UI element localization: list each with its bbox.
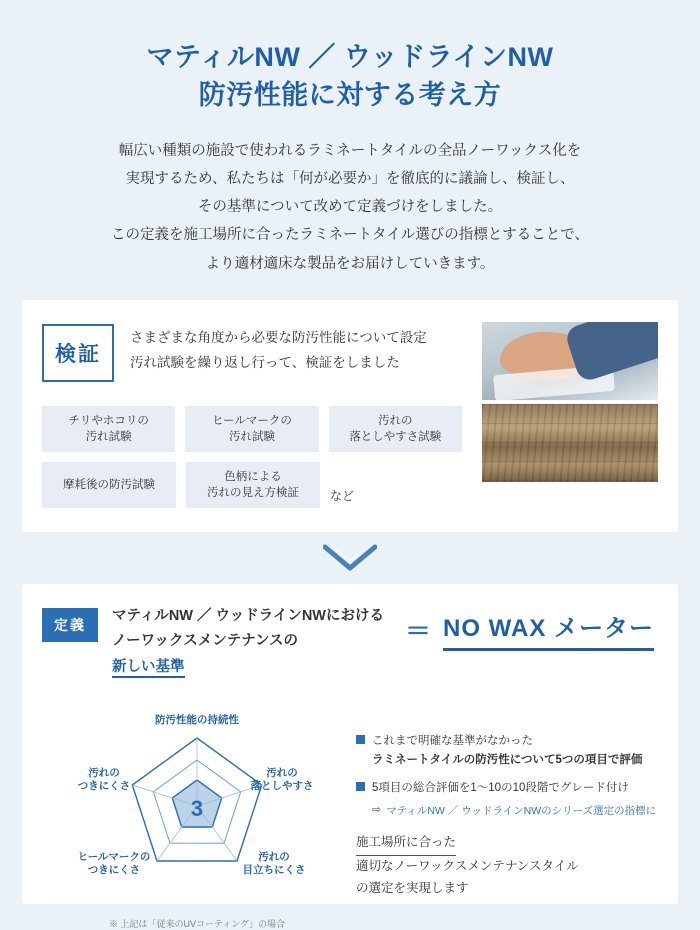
conclusion-line-3: の選定を実現します xyxy=(356,881,469,896)
bullet-square-icon-2 xyxy=(356,782,365,791)
section-divider-arrow xyxy=(22,532,678,584)
chip-color-pattern-test-line2: 汚れの見え方検証 xyxy=(207,486,299,499)
chip-removability-test xyxy=(329,406,462,452)
verification-description-line2: 汚れ試験を繰り返し行って、検証をしました xyxy=(130,354,400,370)
bullet-item-1-bold: ラミネートタイルの防汚性について5つの項目で評価 xyxy=(372,753,643,766)
lead-line-4: この定義を施工場所に合ったラミネートタイル選びの指標とすることで、 xyxy=(111,227,589,244)
definition-title-line2-plain: ノーワックスメンテナンスの xyxy=(112,633,299,650)
lead-line-3: その基準について改めて定義づけをしました。 xyxy=(197,199,503,216)
chip-removability-test-line1: 汚れの xyxy=(378,414,413,427)
radar-note: ※ 上記は「従来のUVコーティング」の場合 xyxy=(108,919,286,930)
bullet-item-2-text: 5項目の総合評価を1〜10の10段階でグレード付け xyxy=(372,781,629,794)
chip-row-2 xyxy=(42,462,462,508)
chip-dust-test xyxy=(42,406,175,452)
nowax-meter-heading xyxy=(405,608,654,651)
nowax-meter-label: NO WAX メーター xyxy=(443,608,654,651)
chip-heelmark-test xyxy=(185,406,318,452)
definition-bullets xyxy=(352,698,658,928)
equals-sign: ＝ xyxy=(404,615,431,646)
bullet-square-icon xyxy=(356,735,365,744)
chevron-down-icon xyxy=(323,544,377,572)
verification-description-line1: さまざまな角度から必要な防汚性能について設定 xyxy=(130,329,427,345)
radar-label-heelmark-line2: つきにくさ xyxy=(87,864,141,877)
wood-grain-tile-photo xyxy=(482,404,658,482)
radar-label-visibility-line1: 汚れの xyxy=(258,851,290,864)
definition-title-highlight: 新しい基準 xyxy=(112,659,185,678)
nowax-radar-chart xyxy=(42,698,352,928)
page-header xyxy=(22,0,678,278)
verification-badge-label: 検証 xyxy=(55,342,101,366)
definition-tag: 定義 xyxy=(42,608,98,642)
radar-label-visibility-line2: 目立ちにくさ xyxy=(242,864,306,877)
radar-chart-svg xyxy=(42,698,352,920)
bullet-sub-note-text: マティルNW ／ ウッドラインNWのシリーズ選定の指標に xyxy=(386,805,657,818)
verification-description xyxy=(130,322,427,376)
radar-label-stainresist-line2: つきにくさ xyxy=(77,780,131,793)
chips-etc-label: など xyxy=(330,488,355,503)
definition-title-line2 xyxy=(112,629,384,680)
chip-abrasion-test xyxy=(42,462,176,508)
page-title-line1: マティルNW ／ ウッドラインNW xyxy=(146,42,554,72)
hand-wiping-tile-photo xyxy=(482,322,658,400)
definition-title-line1: マティルNW ／ ウッドラインNWにおける xyxy=(112,607,384,624)
chip-abrasion-test-line1: 摩耗後の防汚試験 xyxy=(63,478,155,491)
verification-card xyxy=(22,300,678,532)
lead-line-1: 幅広い種類の施設で使われるラミネートタイルの全品ノーワックス化を xyxy=(118,142,582,159)
lead-line-5: より適材適床な製品をお届けしていきます。 xyxy=(205,255,495,272)
definition-title xyxy=(112,604,384,680)
page-title-line2: 防汚性能に対する考え方 xyxy=(198,80,502,111)
arrow-right-icon: ⇨ xyxy=(372,804,382,817)
chip-heelmark-test-line1: ヒールマークの xyxy=(212,414,292,427)
radar-center-value: 3 xyxy=(190,796,204,822)
radar-label-removability-line2: 落としやすさ xyxy=(250,780,314,793)
bullet-item-1 xyxy=(356,732,658,769)
conclusion-line-2: 適切なノーワックスメンテナンスタイル xyxy=(356,859,579,874)
radar-label-heelmark-line1: ヒールマークの xyxy=(77,851,151,864)
definition-body xyxy=(42,698,658,928)
lead-line-2: 実現するため、私たちは「何が必要か」を徹底的に議論し、検証し、 xyxy=(125,170,575,187)
page-title xyxy=(22,38,678,115)
bullet-item-2 xyxy=(356,779,658,797)
bullet-sub-note xyxy=(372,803,658,818)
chip-color-pattern-test-line1: 色柄による xyxy=(224,470,282,483)
chip-dust-test-line1: チリやホコリの xyxy=(68,414,149,427)
definition-conclusion xyxy=(356,832,658,900)
verification-badge xyxy=(42,324,114,382)
chip-dust-test-line2: 汚れ試験 xyxy=(85,430,132,443)
chip-color-pattern-test xyxy=(186,462,320,508)
verification-test-chips xyxy=(42,406,462,518)
conclusion-line-1: 施工場所に合った xyxy=(356,832,456,856)
lead-paragraph xyxy=(22,137,678,278)
bullet-item-1-plain: これまで明確な基準がなかった xyxy=(372,735,533,748)
radar-label-removability-line1: 汚れの xyxy=(266,767,298,780)
cloth-shape xyxy=(493,365,615,400)
chip-removability-test-line2: 落としやすさ試験 xyxy=(349,430,442,443)
bullet-item-1-text xyxy=(372,732,642,769)
chip-row-1 xyxy=(42,406,462,452)
definition-card xyxy=(22,584,678,930)
chip-heelmark-test-line2: 汚れ試験 xyxy=(228,430,275,443)
verification-photos xyxy=(482,322,658,482)
radar-label-durability: 防汚性能の持続性 xyxy=(155,714,239,727)
radar-label-stainresist-line1: 汚れの xyxy=(88,767,120,780)
